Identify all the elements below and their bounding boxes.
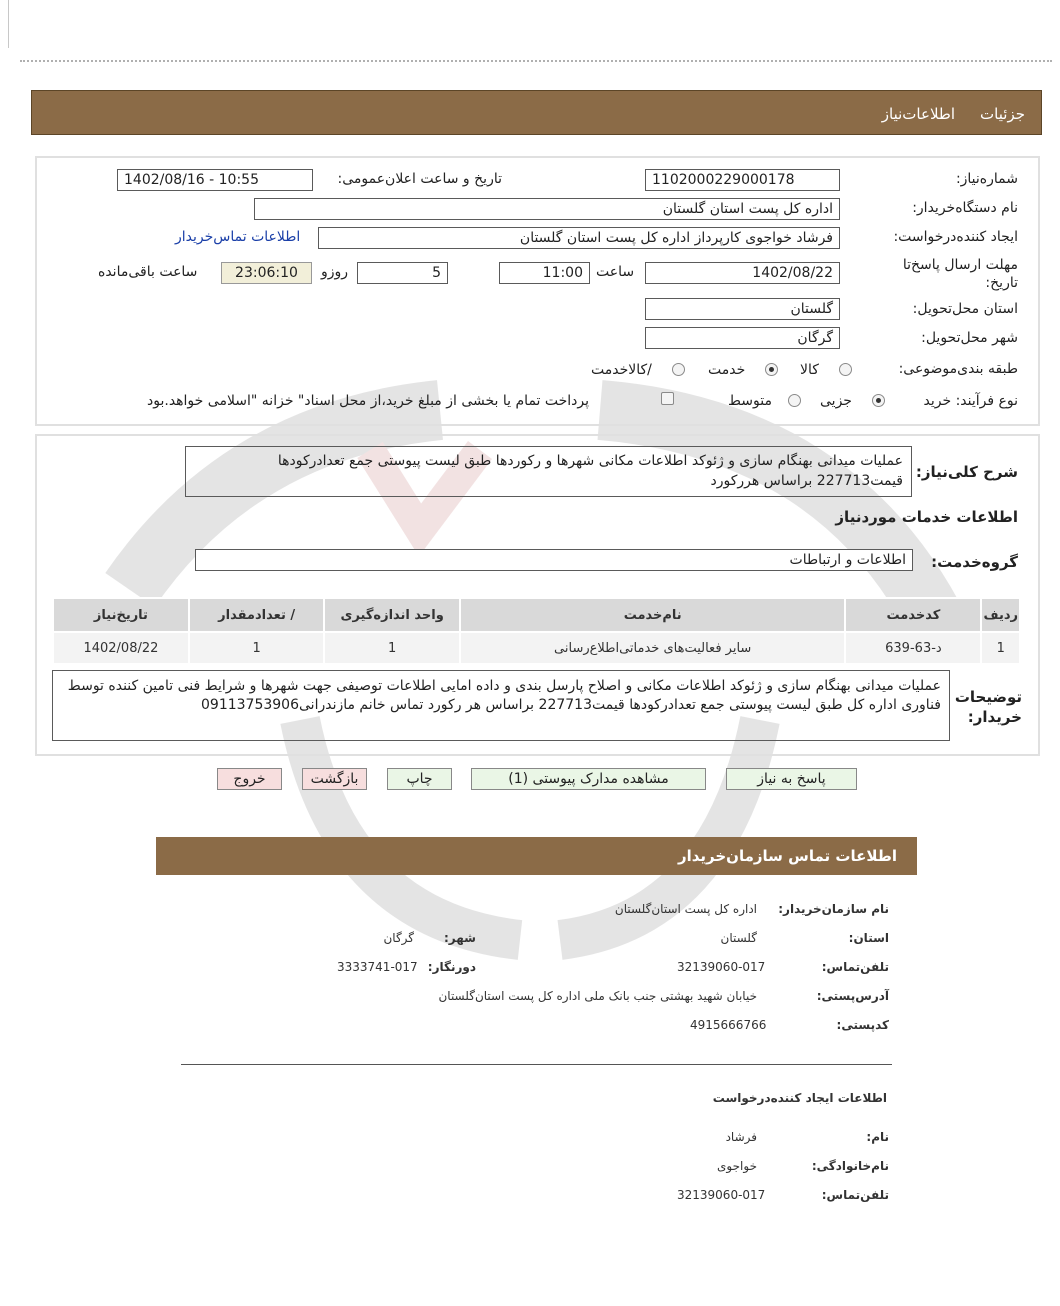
- contact-city-label: شهر:: [444, 931, 476, 945]
- cell-quantity: 1: [189, 632, 325, 664]
- category-service-label: خدمت: [708, 362, 746, 378]
- contact-address-label: آدرس‌پستی:: [816, 989, 889, 1003]
- creator-family-value: خواجوی: [717, 1159, 757, 1173]
- view-attachments-button[interactable]: مشاهده مدارک پیوستی (1): [471, 768, 706, 790]
- buyer-org-field: اداره کل پست استان گلستان: [254, 198, 840, 220]
- creator-field: فرشاد خواجوی کارپرداز اداره کل پست استان گلستان: [318, 227, 840, 249]
- cell-code: د-63-639: [845, 632, 981, 664]
- tab-need-info[interactable]: اطلاعات‌نیاز: [881, 105, 955, 123]
- province-field: گلستان: [645, 298, 840, 320]
- contact-province-value: گلستان: [720, 931, 757, 945]
- contact-postal-value: 4915666766: [690, 1018, 767, 1032]
- col-unit-header: واحد اندازه‌گیری: [324, 598, 460, 632]
- category-goods-service-label: /کالاخدمت: [591, 362, 652, 378]
- table-row: [53, 632, 1020, 664]
- buyer-notes-label: توضیحات خریدار:: [954, 688, 1022, 726]
- province-label: استان محل‌تحویل:: [912, 301, 1018, 317]
- contact-address-value: خیابان شهید بهشتی جنب بانک ملی اداره کل پست استان‌گلستان: [438, 989, 757, 1003]
- contact-section-title: اطلاعات تماس سازمان‌خریدار: [677, 847, 897, 865]
- reply-to-need-button[interactable]: پاسخ به نیاز: [726, 768, 857, 790]
- buyer-contact-link[interactable]: اطلاعات تماس‌خریدار: [175, 229, 301, 245]
- process-medium-radio[interactable]: [788, 394, 801, 407]
- buyer-notes-text: عملیات میدانی بهنگام سازی و ژئوکد اطلاعات مکانی و اصلاح پارسل بندی و داده امایی اطلاعات توصیفی جهت شهرها و شرایط فنی تامین کننده توسط فناوری اداره کل طبق لیست پیوستی جمع تعدادرکودها قیمت227713 براساس هر رکورد تماس خانم مازندرانی09113753906: [52, 670, 950, 741]
- deadline-time-field: [499, 262, 590, 284]
- days-field: [357, 262, 448, 284]
- announce-date-field: 1402/08/16 - 10:55: [117, 169, 313, 191]
- dotted-separator: [20, 60, 1052, 62]
- days-value: 5: [432, 265, 441, 281]
- deadline-label: مهلت ارسال پاسخ‌تا تاریخ:: [902, 257, 1018, 291]
- creator-name-value: فرشاد: [725, 1130, 757, 1144]
- col-code-header: کدخدمت: [845, 598, 981, 632]
- creator-name-label: نام:: [866, 1130, 889, 1144]
- service-group-label: گروه‌خدمت:: [931, 553, 1018, 571]
- city-field: گرگان: [645, 327, 840, 349]
- services-table-header: [53, 598, 1020, 632]
- cell-date: 1402/08/22: [53, 632, 189, 664]
- service-group-field: اطلاعات و ارتباطات: [195, 549, 913, 571]
- contact-fax-value: 3333741-017: [337, 960, 418, 974]
- contact-phone-value: 32139060-017: [677, 960, 766, 974]
- left-rule: [8, 0, 9, 48]
- process-partial-label: جزیی: [820, 393, 852, 409]
- remaining-timer: 23:06:10: [221, 262, 312, 284]
- creator-info-title: اطلاعات ایجاد کننده‌درخواست: [712, 1091, 887, 1105]
- contact-header-bar: [156, 837, 917, 875]
- creator-label: ایجاد کننده‌درخواست:: [893, 229, 1018, 245]
- creator-family-label: نام‌خانوادگی:: [811, 1159, 889, 1173]
- contact-divider: [181, 1064, 892, 1065]
- need-summary-label: شرح کلی‌نیاز:: [915, 463, 1018, 481]
- col-name-header: نام‌خدمت: [460, 598, 845, 632]
- creator-phone-value: 32139060-017: [677, 1188, 766, 1202]
- process-medium-label: متوسط: [728, 393, 772, 409]
- cell-row: 1: [981, 632, 1020, 664]
- buyer-org-label: نام دستگاه‌خریدار:: [912, 200, 1018, 216]
- category-goods-radio[interactable]: [839, 363, 852, 376]
- contact-phone-label: تلفن‌تماس:: [821, 960, 889, 974]
- contact-fax-label: دورنگار:: [427, 960, 476, 974]
- treasury-payment-checkbox[interactable]: [661, 392, 674, 405]
- services-section-title: اطلاعات خدمات موردنیاز: [835, 508, 1018, 526]
- contact-org-label: نام سازمان‌خریدار:: [778, 902, 889, 916]
- deadline-date-field: [645, 262, 840, 284]
- print-button[interactable]: چاپ: [387, 768, 452, 790]
- process-partial-radio[interactable]: [872, 394, 885, 407]
- col-date-header: تاریخ‌نیاز: [53, 598, 189, 632]
- need-number-field: 1102000229000178: [645, 169, 840, 191]
- remaining-label: ساعت باقی‌مانده: [98, 264, 198, 280]
- tab-details[interactable]: جزئیات: [980, 105, 1025, 123]
- cell-unit: 1: [324, 632, 460, 664]
- time-label: ساعت: [596, 264, 635, 280]
- category-label: طبقه بندی‌موضوعی:: [898, 361, 1018, 377]
- creator-phone-label: تلفن‌تماس:: [821, 1188, 889, 1202]
- city-label: شهر محل‌تحویل:: [921, 330, 1018, 346]
- category-goods-label: کالا: [800, 362, 819, 378]
- treasury-payment-note: پرداخت تمام یا بخشی از مبلغ خرید،از محل اسناد" خزانه "اسلامی خواهد.بود: [147, 393, 590, 409]
- exit-button[interactable]: خروج: [217, 768, 282, 790]
- contact-province-label: استان:: [848, 931, 889, 945]
- category-goods-service-radio[interactable]: [672, 363, 685, 376]
- contact-org-value: اداره کل پست استان‌گلستان: [614, 902, 757, 916]
- process-type-label: نوع فرآیند: خرید: [923, 393, 1018, 409]
- col-quantity-header: / تعدادمقدار: [189, 598, 325, 632]
- deadline-date-value: 1402/08/22: [752, 265, 833, 281]
- contact-city-value: گرگان: [383, 931, 414, 945]
- category-service-radio[interactable]: [765, 363, 778, 376]
- days-label: روزو: [321, 264, 349, 280]
- back-button[interactable]: بازگشت: [302, 768, 367, 790]
- col-row-header: ردیف: [981, 598, 1020, 632]
- announce-date-label: تاریخ و ساعت اعلان‌عمومی:: [337, 171, 502, 187]
- contact-postal-label: کدپستی:: [836, 1018, 889, 1032]
- need-summary-text: عملیات میدانی بهنگام سازی و ژئوکد اطلاعات مکانی شهرها و رکوردها طبق لیست پیوستی جمع تعدادرکودها قیمت227713 براساس هررکورد: [185, 446, 912, 497]
- details-header-bar: [31, 90, 1042, 135]
- need-number-label: شماره‌نیاز:: [955, 171, 1018, 187]
- deadline-time-value: 11:00: [542, 265, 583, 281]
- cell-name: سایر فعالیت‌های خدماتی‌اطلاع‌رسانی: [460, 632, 845, 664]
- services-table: [52, 597, 1021, 665]
